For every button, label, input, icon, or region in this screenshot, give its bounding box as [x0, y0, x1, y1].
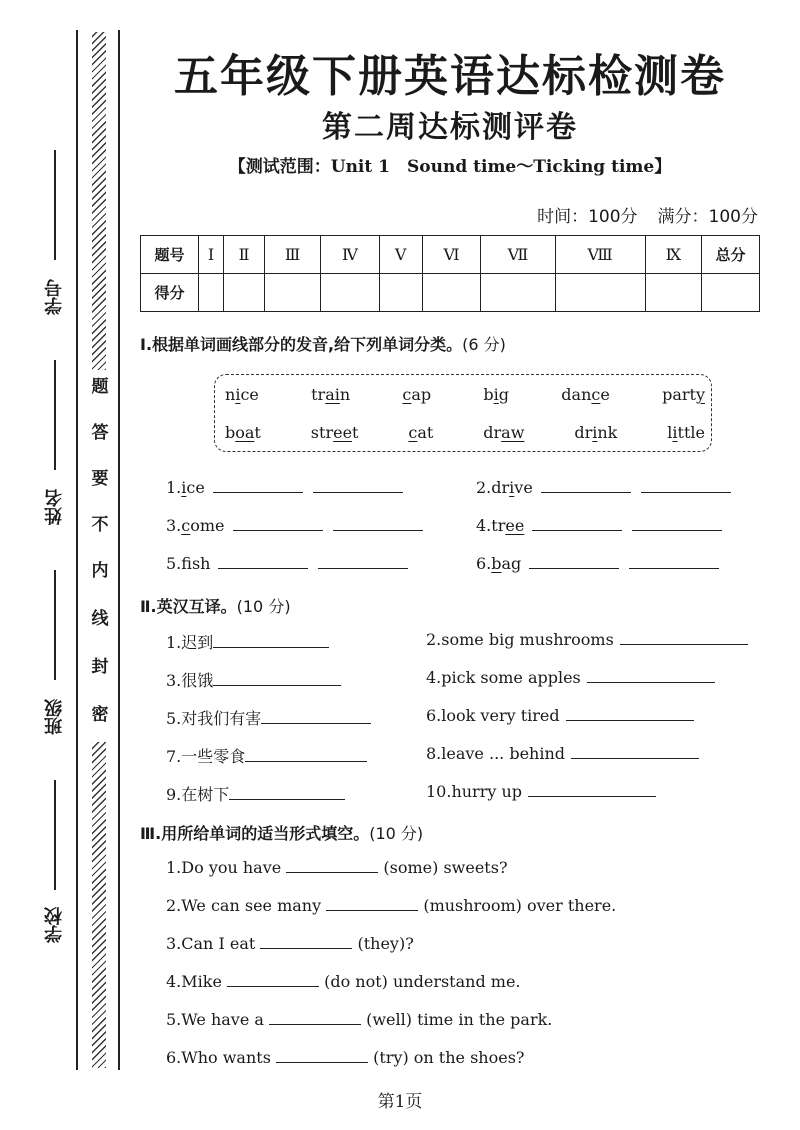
score-table-score-row [141, 274, 760, 312]
translation-item [166, 630, 329, 653]
answer-blank[interactable] [629, 555, 719, 569]
sentence-end: (well) time in the park. [361, 1010, 553, 1029]
classify-word: ice [181, 478, 205, 497]
translation-item [426, 668, 715, 687]
sentence-start: 4.Mike [166, 972, 228, 991]
score-col-header: Ⅶ [481, 236, 555, 274]
binding-outer-line [76, 30, 78, 1070]
answer-blank[interactable] [213, 672, 341, 686]
score-cell[interactable] [224, 274, 265, 312]
sentence-start: 3.Can I eat [166, 934, 261, 953]
sentence-end: (do not) understand me. [319, 972, 521, 991]
answer-blank[interactable] [213, 479, 303, 493]
answer-blank[interactable] [641, 479, 731, 493]
answer-blank[interactable] [286, 859, 378, 873]
classify-word: drive [491, 478, 533, 497]
student-id-label: 学号 [44, 279, 65, 315]
answer-blank[interactable] [532, 517, 622, 531]
section-1-heading [140, 332, 506, 355]
class-line[interactable] [54, 570, 56, 680]
page-subtitle: 第二周达标测评卷 [322, 110, 578, 145]
answer-blank[interactable] [269, 1011, 361, 1025]
exam-page [140, 0, 760, 1130]
translation-prompt: 9.在树下 [166, 785, 230, 804]
total-score-label: 总分 [702, 236, 760, 274]
section-1-points: (6 分) [462, 335, 506, 354]
score-col-header: Ⅵ [422, 236, 481, 274]
section-3-heading [140, 821, 423, 844]
translation-prompt: 8.leave ... behind [426, 744, 566, 763]
section-1-title: Ⅰ.根据单词画线部分的发音,给下列单词分类。 [140, 335, 463, 354]
score-col-header: Ⅴ [379, 236, 422, 274]
score-table [140, 235, 760, 312]
binding-margin [0, 0, 130, 1130]
translation-prompt: 3.很饿 [166, 671, 214, 690]
seal-char: 题 [91, 377, 109, 397]
answer-blank[interactable] [261, 710, 371, 724]
seal-char: 不 [91, 515, 109, 535]
sentence-start: 1.Do you have [166, 858, 287, 877]
item-number: 4. [476, 516, 492, 535]
item-number: 6. [476, 554, 492, 573]
sentence-end: (try) on the shoes? [368, 1048, 525, 1067]
classify-item [476, 478, 731, 497]
word-bank-word: boat [225, 423, 261, 442]
answer-blank[interactable] [620, 631, 748, 645]
score-cell[interactable] [481, 274, 555, 312]
sentence-end: (some) sweets? [378, 858, 508, 877]
exam-time: 时间：100分 [537, 207, 638, 227]
score-col-header: Ⅰ [199, 236, 224, 274]
student-id-line[interactable] [54, 150, 56, 260]
sentence-start: 5.We have a [166, 1010, 270, 1029]
answer-blank[interactable] [233, 517, 323, 531]
item-number: 1. [166, 478, 182, 497]
classify-item [166, 554, 408, 573]
translation-prompt: 2.some big mushrooms [426, 630, 614, 649]
section-3-title: Ⅲ.用所给单词的适当形式填空。 [140, 824, 370, 843]
word-bank-box [214, 374, 712, 452]
name-label: 姓名 [44, 489, 65, 525]
score-col-header: Ⅱ [224, 236, 265, 274]
test-scope: 【测试范围：Unit 1 Sound time～Ticking time】 [228, 157, 672, 177]
translation-prompt: 10.hurry up [426, 782, 523, 801]
fill-blank-item [166, 1048, 525, 1067]
item-number: 3. [166, 516, 182, 535]
answer-blank[interactable] [528, 783, 656, 797]
classify-word: bag [491, 554, 522, 573]
answer-blank[interactable] [260, 935, 352, 949]
class-label: 班级 [44, 699, 65, 735]
answer-blank[interactable] [218, 555, 308, 569]
sentence-start: 6.Who wants [166, 1048, 276, 1067]
seal-char: 密 [91, 705, 109, 725]
classify-item [476, 516, 722, 535]
classify-word: fsh [181, 554, 211, 573]
answer-blank[interactable] [245, 748, 367, 762]
section-2-points: (10 分) [236, 597, 291, 616]
classify-word: tree [491, 516, 525, 535]
translation-item [166, 668, 341, 691]
translation-prompt: 1.迟到 [166, 633, 214, 652]
score-col-header: Ⅲ [264, 236, 320, 274]
score-cell[interactable] [199, 274, 224, 312]
seal-char: 要 [91, 469, 109, 489]
translation-item [166, 744, 367, 767]
item-number: 5. [166, 554, 182, 573]
fill-blank-item [166, 858, 508, 877]
translation-item [426, 782, 656, 801]
item-number: 2. [476, 478, 492, 497]
classify-item [166, 516, 423, 535]
seal-char: 内 [91, 561, 109, 581]
section-2-title: Ⅱ.英汉互译。 [140, 597, 237, 616]
answer-blank[interactable] [571, 745, 699, 759]
classify-item [166, 478, 403, 497]
score-cell[interactable] [379, 274, 422, 312]
word-bank-word: dance [561, 385, 610, 404]
word-bank-word: cap [402, 385, 432, 404]
answer-blank[interactable] [541, 479, 631, 493]
translation-item [426, 744, 699, 763]
answer-blank[interactable] [227, 973, 319, 987]
score-col-header: Ⅸ [645, 236, 701, 274]
translation-prompt: 4.pick some apples [426, 668, 581, 687]
score-label: 得分 [141, 274, 199, 312]
answer-blank[interactable] [333, 517, 423, 531]
word-bank-row [225, 423, 705, 442]
answer-blank[interactable] [276, 1049, 368, 1063]
seal-char: 封 [91, 657, 109, 677]
translation-prompt: 7.一些零食 [166, 747, 246, 766]
word-bank-word: street [310, 423, 359, 442]
word-bank-word: train [311, 385, 351, 404]
translation-prompt: 5.对我们有害 [166, 709, 262, 728]
classify-item [476, 554, 719, 573]
binding-inner-line [118, 30, 120, 1070]
seal-char: 答 [91, 423, 109, 443]
score-col-header: Ⅳ [321, 236, 379, 274]
exam-meta [537, 202, 758, 227]
answer-blank[interactable] [213, 634, 329, 648]
translation-item [166, 782, 345, 805]
answer-blank[interactable] [326, 897, 418, 911]
translation-item [426, 630, 748, 649]
answer-blank[interactable] [587, 669, 715, 683]
answer-blank[interactable] [566, 707, 694, 721]
score-cell[interactable] [264, 274, 320, 312]
classify-word: come [181, 516, 225, 535]
seal-char: 线 [91, 609, 109, 629]
fill-blank-item [166, 896, 616, 915]
name-line[interactable] [54, 360, 56, 470]
score-cell[interactable] [422, 274, 481, 312]
fill-blank-item [166, 972, 521, 991]
sentence-end: (mushroom) over there. [418, 896, 617, 915]
translation-item [426, 706, 694, 725]
score-cell[interactable] [321, 274, 379, 312]
score-table-header-row [141, 236, 760, 274]
page-number: 第1页 [377, 1092, 423, 1112]
answer-blank[interactable] [318, 555, 408, 569]
score-cell[interactable] [555, 274, 645, 312]
word-bank-word: little [667, 423, 705, 442]
sentence-start: 2.We can see many [166, 896, 327, 915]
answer-blank[interactable] [529, 555, 619, 569]
binding-hatch [92, 32, 106, 370]
word-bank-row [225, 385, 705, 404]
page-title: 五年级下册英语达标检测卷 [174, 51, 726, 102]
score-cell[interactable] [645, 274, 701, 312]
score-col-header: Ⅷ [555, 236, 645, 274]
fill-blank-item [166, 1010, 552, 1029]
score-cell[interactable] [702, 274, 760, 312]
exam-full-score: 满分：100分 [657, 207, 758, 227]
word-bank-word: cat [408, 423, 434, 442]
section-3-points: (10 分) [369, 824, 424, 843]
translation-item [166, 706, 371, 729]
question-number-label: 题号 [141, 236, 199, 274]
school-label: 学校 [44, 907, 65, 943]
binding-hatch [92, 742, 106, 1068]
sentence-end: (they)? [352, 934, 414, 953]
word-bank-word: nice [225, 385, 259, 404]
word-bank-word: drink [574, 423, 618, 442]
school-line[interactable] [54, 780, 56, 890]
word-bank-word: big [483, 385, 510, 404]
section-2-heading [140, 594, 291, 617]
translation-prompt: 6.look very tired [426, 706, 560, 725]
fill-blank-item [166, 934, 414, 953]
answer-blank[interactable] [313, 479, 403, 493]
word-bank-word: party [662, 385, 705, 404]
word-bank-word: draw [483, 423, 525, 442]
answer-blank[interactable] [229, 786, 345, 800]
answer-blank[interactable] [632, 517, 722, 531]
